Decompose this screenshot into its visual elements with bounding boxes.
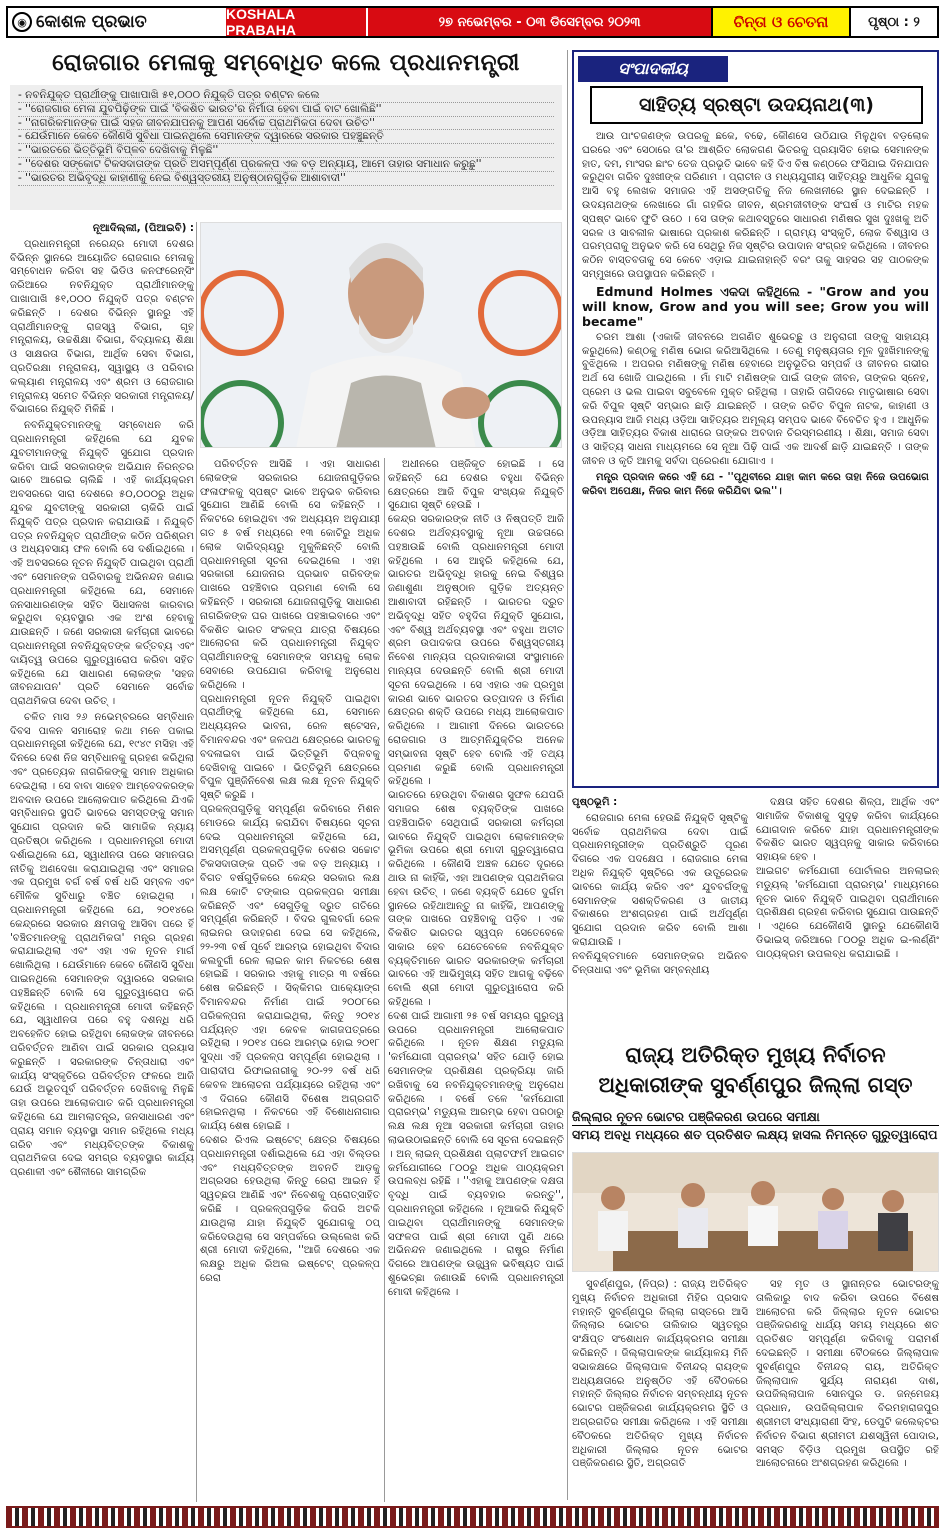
highlight-item: - ''ଦେଶର ସଙ୍କୋଟ ଟିକସଦାତାଙ୍କ ପ୍ରତି ଅସମ୍ପୂର୍ଣ୍ଣ ପ୍ରକଳ୍ପ ଏକ ବଡ଼ ଅନ୍ୟାୟ, ଆମେ ତାହାର ସମାଧାନ କରୁଛୁ'' [18, 158, 554, 172]
second-subhead: ସମୟ ଅବଧି ମଧ୍ୟରେ ଶତ ପ୍ରତିଶତ ଲକ୍ଷ୍ୟ ହାସଲ ନିମନ୍ତେ ଗୁରୁତ୍ୱାରୋପ [572, 1127, 938, 1142]
highlight-item: - ଯେଉଁମାନେ କେବେ କୌଣସି ସୁବିଧା ପାଇନଥିଲେ ସେମାନଙ୍କ ଦ୍ୱାରରେ ସରକାର ପହଞ୍ଚୁଛନ୍ତି [18, 130, 554, 144]
background-column-1 [572, 796, 748, 1032]
editorial-title: ସାହିତ୍ୟ ସ୍ରଷ୍ଟା ଉଦୟନାଥ(୩) [590, 86, 923, 124]
second-story-column-1 [572, 1278, 748, 1502]
article-paragraph: ସହ ମୃତ ଓ ସ୍ଥାନାନ୍ତର ଭୋଟରଙ୍କୁ ତାଲିକାରୁ ବାଦ କରିବା ଉପରେ ବିଶେଷ ଆଲୋଚନା କରି ଜିଲ୍ଲାର ନୂତନ ଭୋଟର ପଞ୍ଜିକରଣକୁ ଧାର୍ଯ୍ୟ ସମୟ ମଧ୍ୟରେ ଶତ ପ୍ରତିଶତ ସମ୍ପୂର୍ଣ୍ଣ କରିବାକୁ ପରାମର୍ଶ ଦେଇଛନ୍ତି । ସମୀକ୍ଷା ବୈଠକରେ ଜିଲ୍ଲାପାଳ ସୁବର୍ଣ୍ଣପୁର ବିନୀନ୍ଦର୍ ରାୟ, ଅତିରିକ୍ତ ଜିଲ୍ଲାପାଳ ସୁର୍ଯ୍ୟ ନାରାୟଣ ଦାଶ, ଉପଜିଲ୍ଲାପାଳ ସୋନପୁର ଡ. ଜନ୍ମେଜୟ ପ୍ରଧାନ, ଉପଜିଲ୍ଲାପାଳ ବିରମହାରାଜପୁର ଶ୍ରୀମତୀ ସଂଧ୍ୟାରାଣୀ ସିଂହ, ଡେପୁଟି କଲେକ୍ଟର ନିର୍ବାଚନ ବିଭାଗ ଶ୍ରୀମତୀ ଯଶସ୍ୱିନୀ ପୋଦାର, ସମସ୍ତ ବିଡ଼ିଓ ପ୍ରମୁଖ ଉପସ୍ଥିତ ରହି ଆଲୋଚନାରେ ଅଂଶଗ୍ରହଣ କରିଥିଲେ । [756, 1279, 939, 1470]
second-subhead: ଜିଲ୍ଲାର ନୂତନ ଭୋଟର ପଞ୍ଜିକରଣ ଉପରେ ସମୀକ୍ଷା [572, 1108, 939, 1126]
background-paragraph: ରୋଜଗାର ମେଳା ହେଉଛି ନିଯୁକ୍ତି ସୃଷ୍ଟିକୁ ସର୍ବୋଚ୍ଚ ପ୍ରାଥମିକତା ଦେବା ପାଇଁ ପ୍ରଧାନମନ୍ତ୍ରୀଙ୍କ ପ୍ରତିଶ୍ରୁତି ପୂରଣ ଦିଗରେ ଏକ ପଦକ୍ଷେପ । ରୋଜଗାର ମେଳା ଅଧିକ ନିଯୁକ୍ତି ସୃଷ୍ଟିରେ ଏକ ଉତ୍ପ୍ରେରକ ଭାବରେ କାର୍ଯ୍ୟ କରିବ ଏବଂ ଯୁବବର୍ଗଙ୍କୁ ସେମାନଙ୍କ ସଶକ୍ତିକରଣ ଓ ଜାତୀୟ ବିକାଶରେ ଅଂଶଗ୍ରହଣ ପାଇଁ ଅର୍ଥପୂର୍ଣ୍ଣ ସୁଯୋଗ ପ୍ରଦାନ କରିବ ବୋଲି ଆଶା କରାଯାଉଛି । ନବନିଯୁକ୍ତମାନେ ସେମାନଙ୍କର ଅଭିନବ ଚିନ୍ତାଧାରା ଏବଂ ଭୂମିକା ସମ୍ବନ୍ଧୀୟ [572, 812, 748, 976]
editorial-paragraph: ଆଉ ପାଂଚଜଣଙ୍କ ଉପରକୁ ଛକେ, ବଢେ, କୌଣସେ ଉଠିଯାଉ ମିଳୁଥିବା ବଡ଼ଲୋକ ଘରରେ ଏବଂ ସେଠାରେ ତା'ର ଆଶ୍ରିତ ଲୋକଗଣ ଭିତରକୁ ପ୍ରୟାସିତ ହୋଇ ସେମାନଙ୍କ ହାତ, ଦମ, ମାଂସର ଛାଂଚ ତେଜ ପ୍ରଭୃତି ଭାବେ କହି ଦିଏ ବିଷ କଣ୍ଠରେ ଫସିଯାଇ ଦିନଯାପନ କରୁଥିବା ଗରିବ ଦୁଃଖୀଙ୍କ ପରିଣାମ । ପ୍ରାଚୀନ ଓ ମଧ୍ୟଯୁଗୀୟ ସାହିତ୍ୟରୁ ଆଧୁନିକ ଯୁଗକୁ ଆସି ବହୁ ଲେଖକ ସମାଜର ଏହି ଅସଙ୍ଗତିକୁ ନିଜ ଲେଖନୀରେ ସ୍ଥାନ ଦେଇଛନ୍ତି । ଉଦୟନାଥଙ୍କ ଲେଖାରେ ଗାଁ ଗହଳିର ଜୀବନ, ଶ୍ରମଜୀବୀଙ୍କ ସଂଘର୍ଷ ଓ ମାଟିର ମହକ ସ୍ପଷ୍ଟ ଭାବେ ଫୁଟି ଉଠେ । ସେ ତାଙ୍କ କଥାବସ୍ତୁରେ ସାଧାରଣ ମଣିଷର ସୁଖ ଦୁଃଖକୁ ଅତି ସରଳ ଓ ସାବଲୀଳ ଭାଷାରେ ପ୍ରକାଶ କରିଛନ୍ତି । ଗ୍ରାମ୍ୟ ସଂସ୍କୃତି, ଲୋକ ବିଶ୍ୱାସ ଓ ପରମ୍ପରାକୁ ଅନୁଭବ କରି ସେ ସେଥିରୁ ନିଜ ସୃଷ୍ଟିର ଉପାଦାନ ସଂଗ୍ରହ କରିଥିଲେ । ଜୀବନର କଠିନ ବାସ୍ତବତାକୁ ସେ କେବେ ଏଡ଼ାଇ ଯାଇନାହାନ୍ତି ବରଂ ତାକୁ ସାହସର ସହ ପାଠକଙ୍କ ସମ୍ମୁଖରେ ଉପସ୍ଥାପନ କରିଛନ୍ତି । [582, 131, 929, 280]
logo-emblem-icon: ◉ [12, 12, 32, 32]
editorial-paragraph: ଚରମ ଆଶା (ଏକାକି ଜୀବନରେ ଅଗଣିତ ଶୁଭେଚ୍ଛୁ ଓ ଅନୁରାଗୀ ତାଙ୍କୁ ସାହାଯ୍ୟ କରୁଥିଲେ) କଣ୍ଠକୁ ମଣିଷ ଭୋଗ କରିଆସିଥିଲେ । ତେଣୁ ମନୁଷ୍ୟତାର ମୂଳ ଦୁଃଖିମାନଙ୍କୁ ବୁଝିଥିଲେ । ଅପରର ମଣିଷଙ୍କୁ ମଣିଷ ହେବାରେ ଅନୁଭୂତିର ସମ୍ପର୍କ ଓ ଜୀବନର ଗଭୀର ଅର୍ଥ ସେ ଖୋଜି ପାଇଥିଲେ । ମାଁ ମାଟି ମଣିଷଙ୍କ ପାଇଁ ତାଙ୍କ ଜୀବନ, ତାଙ୍କର ସ୍ନେହ, ପ୍ରେମ ଓ ଭଲ ପାଇବା ସବୁବେଳେ ମୁକ୍ତ ରହିଥିଲା । ତାହାରି ତାଗିଦରେ ମାତୃଭାଷାର ସେବା କରି ବିପୁଳ ସୃଷ୍ଟି ସମ୍ଭାର ଛାଡ଼ି ଯାଇଛନ୍ତି । ତାଙ୍କ ରଚିତ ବିପୁଳ ନାଟକ, କାହାଣୀ ଓ ଉପନ୍ୟାସ ଆଜି ମଧ୍ୟ ଓଡ଼ିଆ ସାହିତ୍ୟର ଅମୂଲ୍ୟ ସମ୍ପଦ ଭାବେ ବିବେଚିତ ହୁଏ । ଆଧୁନିକ ଓଡ଼ିଆ ସାହିତ୍ୟର ବିକାଶ ଧାରାରେ ତାଙ୍କର ଅବଦାନ ଚିରସ୍ମରଣୀୟ । ଶିକ୍ଷା, ସମାଜ ସେବା ଓ ସାହିତ୍ୟ ସାଧନା ମାଧ୍ୟମରେ ସେ ନୂଆ ପିଢ଼ି ପାଇଁ ଏକ ଆଦର୍ଶ ଛାଡ଼ି ଯାଇଛନ୍ତି । ତାଙ୍କ ଜୀବନ ଓ କୃତି ଆମକୁ ସର୍ବଦା ପ୍ରେରଣା ଯୋଗାଏ । [582, 331, 929, 467]
second-headline: ରାଜ୍ୟ ଅତିରିକ୍ତ ମୁଖ୍ୟ ନିର୍ବାଚନ ଅଧିକାରୀଙ୍କ ସୁବର୍ଣ୍ଣପୁର ଜିଲ୍ଲା ଗସ୍ତ [572, 1040, 939, 1100]
editorial-box [572, 50, 939, 788]
editorial-body [582, 130, 929, 780]
article-paragraph: ପ୍ରଧାନମନ୍ତ୍ରୀ ନରେନ୍ଦ୍ର ମୋଦୀ ଦେଶର ବିଭିନ୍ନ ସ୍ଥାନରେ ଆୟୋଜିତ ରୋଜଗାର ମେଳାକୁ ସମ୍ବୋଧନ କରିବା ସହ ଭିଡିଓ କନଫରେନ୍ସିଂ ଜରିଆରେ ନବନିଯୁକ୍ତ ପ୍ରାର୍ଥୀମାନଙ୍କୁ ପାଖାପାଖି ୫୧,୦୦୦ ନିଯୁକ୍ତି ପତ୍ର ବଣ୍ଟନ କରିଛନ୍ତି । ଦେଶର ବିଭିନ୍ନ ସ୍ଥାନରୁ ଏହି ପ୍ରାର୍ଥୀମାନଙ୍କୁ ରାଜସ୍ୱ ବିଭାଗ, ଗୃହ ମନ୍ତ୍ରାଳୟ, ଉଚ୍ଚଶିକ୍ଷା ବିଭାଗ, ବିଦ୍ୟାଳୟ ଶିକ୍ଷା ଓ ସାକ୍ଷରତା ବିଭାଗ, ଆର୍ଥିକ ସେବା ବିଭାଗ, ପ୍ରତିରକ୍ଷା ମନ୍ତ୍ରାଳୟ, ସ୍ୱାସ୍ଥ୍ୟ ଓ ପରିବାର କଲ୍ୟାଣ ମନ୍ତ୍ରାଳୟ ଏବଂ ଶ୍ରମ ଓ ରୋଜଗାର ମନ୍ତ୍ରାଳୟ ସମେତ ବିଭିନ୍ନ ସରକାରୀ ମନ୍ତ୍ରାଳୟ/ବିଭାଗରେ ନିଯୁକ୍ତି ମିଳିଛି । [10, 238, 194, 416]
article-column-2 [200, 458, 380, 1502]
highlight-item: - ''ଭାରତରେ ଭିତ୍ତିଭୂମି ବିପ୍ଳବ ଦେଖିବାକୁ ମିଳୁଛି'' [18, 144, 554, 158]
background-column-2 [756, 796, 939, 1032]
meeting-photo-graphic [573, 1153, 939, 1272]
article-paragraph: ସୁବର୍ଣ୍ଣପୁର, (ନିପ୍ର) : ରାଜ୍ୟ ଅତିରିକ୍ତ ମୁଖ୍ୟ ନିର୍ବାଚନ ଅଧିକାରୀ ମିହିର ପ୍ରସାଦ ମହାନ୍ତି ସୁବର୍ଣ୍ଣପୁର ଜିଲ୍ଲା ଗସ୍ତରେ ଆସି ଜିଲ୍ଲାର ଭୋଟର ତାଲିକାର ସ୍ୱତନ୍ତ୍ର ସଂକ୍ଷିପ୍ତ ସଂଶୋଧନ କାର୍ଯ୍ୟକ୍ରମର ସମୀକ୍ଷା କରିଛନ୍ତି । ଜିଲ୍ଲାପାଳଙ୍କ କାର୍ଯ୍ୟାଳୟ ମିନି ସଭାକକ୍ଷରେ ଜିଲ୍ଲାପାଳ ବିନୀନ୍ଦର୍ ରାୟଙ୍କ ଅଧ୍ୟକ୍ଷତାରେ ଅନୁଷ୍ଠିତ ଏହି ବୈଠକରେ ମହାନ୍ତି ଜିଲ୍ଲାର ନିର୍ବାଚନ ସମ୍ବନ୍ଧୀୟ ନୂତନ ଭୋଟର ପଞ୍ଜିକରଣ କାର୍ଯ୍ୟକ୍ରମର ସ୍ଥିତି ଓ ଅଗ୍ରଗତିର ସମୀକ୍ଷା କରିଥିଲେ । ଏହି ସମୀକ୍ଷା ବୈଠକରେ ଅତିରିକ୍ତ ମୁଖ୍ୟ ନିର୍ବାଚନ ଅଧିକାରୀ ଜିଲ୍ଲାର ନୂତନ ଭୋଟର ପଞ୍ଜିକରଣର ସ୍ଥିତି, ଅଗ୍ରଗତି [572, 1279, 748, 1470]
editorial-quote: Edmund Holmes ଏକଦା କହିଥିଲେ - "Grow and you will know, Grow and you will see; Grow you will became" [582, 283, 929, 329]
article-paragraph: ଅଧୀନରେ ପଞ୍ଜିକୃତ ହୋଇଛି । ସେ କହିଛନ୍ତି ଯେ ଦେଶର ବହୁଧା ବିଭିନ୍ନ କ୍ଷେତ୍ରରେ ଆଜି ବିପୁଳ ସଂଖ୍ୟକ ନିଯୁକ୍ତି ସୁଯୋଗ ସୃଷ୍ଟି ହେଉଛି । କେନ୍ଦ୍ର ସରକାରଙ୍କ ନୀତି ଓ ନିଷ୍ପତ୍ତି ଆଜି ଦେଶର ଅର୍ଥବ୍ୟବସ୍ଥାକୁ ନୂଆ ଉଚ୍ଚତାରେ ପହଞ୍ଚାଉଛି ବୋଲି ପ୍ରଧାନମନ୍ତ୍ରୀ ମୋଦୀ କହିଥିଲେ । ସେ ଆହୁରି କହିଥିଲେ ଯେ, ଭାରତର ଅଭିବୃଦ୍ଧି ହାରକୁ ନେଇ ବିଶ୍ୱର ଜଣାଶୁଣା ଅନୁଷ୍ଠାନ ଗୁଡ଼ିକ ଅତ୍ୟନ୍ତ ଆଶାବାଦୀ ରହିଛନ୍ତି । ଭାରତର ଦ୍ରୁତ ଅଭିବୃଦ୍ଧି ସହିତ ବହୁଦିଗ ନିଯୁକ୍ତି ସୁଯୋଗ, ଏବଂ ବିଶ୍ୱ ଅର୍ଥବ୍ୟବସ୍ଥା ଏବଂ ବହୁଧା ଅତୀତ ଶ୍ରମ ଉପାଦକତା ଉପରେ ବିଶ୍ୱସ୍ତରୀୟ ନିବେଶ ମାନ୍ୟତା ପ୍ରଦାନକାରୀ ସଂସ୍ଥାମାନେ ମାନ୍ୟତା ଦେଉଛନ୍ତି ବୋଲି ଶ୍ରୀ ମୋଦୀ ସୂଚନା ଦେଇଥିଲେ । ସେ ଏହାର ଏକ ପ୍ରମୁଖ କାରଣ ଭାବେ ଭାରତର ଉତ୍ପାଦନ ଓ ନିର୍ମାଣ କ୍ଷେତ୍ରର ଶକ୍ତି ଉପରେ ମଧ୍ୟ ଆଲୋକପାତ କରିଥିଲେ । ଆଗାମୀ ଦିନରେ ଭାରତରେ ରୋଜଗାର ଓ ଆତ୍ମନିଯୁକ୍ତିର ଅନେକ ସମ୍ଭାବନା ସୃଷ୍ଟି ହେବ ବୋଲି ଏହି ତଥ୍ୟ ପ୍ରମାଣ କରୁଛି ବୋଲି ପ୍ରଧାନମନ୍ତ୍ରୀ କହିଥିଲେ । ଭାରତରେ ହେଉଥିବା ବିକାଶର ସୁଫଳ ଯେପରି ସମାଜର ଶେଷ ବ୍ୟକ୍ତିଙ୍କ ପାଖରେ ପହଞ୍ଚିପାରିବ ସେଥିପାଇଁ ସରକାରୀ କର୍ମଚାରୀ ଭାବରେ ନିଯୁକ୍ତି ପାଇଥିବା ଲୋକମାନଙ୍କ ଭୂମିକା ଉପରେ ଶ୍ରୀ ମୋଦୀ ଗୁରୁତ୍ୱାରୋପ କରିଥିଲେ । କୌଣସି ଅଞ୍ଚଳ ଯେତେ ଦୂରରେ ଥାଉ ନା କାହିଁକି, ଏହା ଆପଣଙ୍କ ପ୍ରାଥମିକତା ହେବା ଉଚିତ୍ । ଜଣେ ବ୍ୟକ୍ତି ଯେତେ ଦୁର୍ଗମ ସ୍ଥାନରେ ରହିଥାଆନ୍ତୁ ନା କାହିଁକି, ଆପଣଙ୍କୁ ତାଙ୍କ ପାଖରେ ପହଞ୍ଚିବାକୁ ପଡ଼ିବ । ଏକ ବିକଶିତ ଭାରତର ସ୍ୱପ୍ନ ସେତେବେଳେ ସାକାର ହେବ ଯେତେବେଳେ ନବନିଯୁକ୍ତ ବ୍ୟକ୍ତିମାନେ ଭାରତ ସରକାରଙ୍କ କର୍ମଚାରୀ ଭାବରେ ଏହି ଆଭିମୁଖ୍ୟ ସହିତ ଆଗକୁ ବଢ଼ିବେ ବୋଲି ଶ୍ରୀ ମୋଦୀ ଗୁରୁତ୍ୱାରୋପ କରି କହିଥିଲେ । ଦେଶ ପାଇଁ ଆଗାମୀ ୨୫ ବର୍ଷ ସମୟର ଗୁରୁତ୍ୱ ଉପରେ ପ୍ରଧାନମନ୍ତ୍ରୀ ଆଲୋକପାତ କରିଥିଲେ । ନୂତନ ଶିକ୍ଷଣ ମଡ୍ୟୁଲ 'କର୍ମଯୋଗୀ ପ୍ରାରମ୍ଭ' ସହିତ ଯୋଡ଼ି ହୋଇ ସେମାନଙ୍କ ପ୍ରଶିକ୍ଷଣ ପ୍ରକ୍ରିୟା ଜାରି ରଖିବାକୁ ସେ ନବନିଯୁକ୍ତମାନଙ୍କୁ ଅନୁରୋଧ କରିଥିଲେ । ବର୍ଷେ ତଳେ 'କର୍ମଯୋଗୀ ପ୍ରାରମ୍ଭ' ମଡ୍ୟୁଲ ଆରମ୍ଭ ହେବା ପରଠାରୁ ଲକ୍ଷ ଲକ୍ଷ ନୂଆ ସରକାରୀ କର୍ମଚାରୀ ତାହାର ଲାଭଉଠାଇଛନ୍ତି ବୋଲି ସେ ସୂଚନା ଦେଇଛନ୍ତି । ଅନ୍ ଲାଇନ୍ ପ୍ରଶିକ୍ଷଣ ପ୍ଲାଟଫର୍ମ ଆଇଗଟ କର୍ମଯୋଗୀରେ ୮୦୦ରୁ ଅଧିକ ପାଠ୍ୟକ୍ରମ ଉପଲବ୍ଧ ରହିଛି । ''ଏହାକୁ ଆପଣଙ୍କ ଦକ୍ଷତା ବୃଦ୍ଧି ପାଇଁ ବ୍ୟବହାର କରନ୍ତୁ'', ପ୍ରଧାନମନ୍ତ୍ରୀ କହିଥିଲେ । ନୂଆକରି ନିଯୁକ୍ତି ପାଇଥିବା ପ୍ରାର୍ଥୀମାନଙ୍କୁ ସେମାନଙ୍କ ସଫଳତା ପାଇଁ ଶ୍ରୀ ମୋଦୀ ପୁଣି ଥରେ ଅଭିନନ୍ଦନ ଜଣାଇଥିଲେ । ରାଷ୍ଟ୍ର ନିର୍ମାଣ ଦିଗରେ ଆପଣଙ୍କ ଉଜ୍ଜ୍ୱଳ ଭବିଷ୍ୟତ ପାଇଁ ଶୁଭେଚ୍ଛା ଜଣାଉଛି ବୋଲି ପ୍ରଧାନମନ୍ତ୍ରୀ ମୋଦୀ କହିଥିଲେ । [388, 459, 564, 1298]
highlights-box [10, 85, 562, 210]
article-paragraph: ଚଳିତ ମାସ ୨୬ ନଭେମ୍ବରରେ ସମ୍ବିଧାନ ଦିବସ ପାଳନ ସମାରୋହ କଥା ମନେ ପକାଇ ପ୍ରଧାନମନ୍ତ୍ରୀ କହିଥିଲେ ଯେ, ୧୯୪୯ ମସିହା ଏହି ଦିନରେ ଦେଶ ନିଜ ସମ୍ବିଧାନକୁ ଗ୍ରହଣ କରିଥିଲା ଏବଂ ପ୍ରତ୍ୟେକ ନାଗରିକଙ୍କୁ ସମାନ ଅଧିକାର ଦେଇଥିଲା । ସେ ବାବା ସାହେବ ଆମ୍ବେଦକରଙ୍କ ଅବଦାନ ଉପରେ ଆଲୋକପାତ କରିଥିଲେ ଯିଏକି ସମ୍ବିଧାନର ସ୍ଥପତି ଭାବରେ ସମସ୍ତଙ୍କୁ ସମାନ ସୁଯୋଗ ପ୍ରଦାନ କରି ସାମାଜିକ ନ୍ୟାୟ ପ୍ରତିଷ୍ଠା କରିଥିଲେ । ପ୍ରଧାନମନ୍ତ୍ରୀ ମୋଦୀ ଦର୍ଶାଇଥିଲେ ଯେ, ସ୍ୱାଧୀନତା ପରେ ସମାନତାର ନୀତିକୁ ଅଣଦେଖା କରାଯାଇଥିଲା ଏବଂ ସମାଜର ଏକ ପ୍ରମୁଖ ବର୍ଗ ବର୍ଷ ବର୍ଷ ଧରି ସମ୍ବଳ ଏବଂ ମୌଳିକ ସୁବିଧାରୁ ବଞ୍ଚିତ ହୋଇଥିଲା । ପ୍ରଧାନମନ୍ତ୍ରୀ କହିଥିଲେ ଯେ, ୨୦୧୪ରେ କେନ୍ଦ୍ରରେ ସରକାର କ୍ଷମତାକୁ ଆସିବା ପରେ ହିଁ 'ବଞ୍ଚିତମାନଙ୍କୁ ପ୍ରାଥମିକତା' ମନ୍ତ୍ର ଗ୍ରହଣ କରାଯାଇଥିଲା ଏବଂ ଏହା ଏକ ନୂତନ ମାର୍ଗ ଖୋଲିଥିଲା । ଯେଉଁମାନେ କେବେ କୌଣସି ସୁବିଧା ପାଇନଥିଲେ ସେମାନଙ୍କ ଦ୍ୱାରରେ ସରକାର ପହଞ୍ଚିଛନ୍ତି ବୋଲି ସେ ଗୁରୁତ୍ୱାରୋପ କରି କହିଥିଲେ । ପ୍ରଧାନମନ୍ତ୍ରୀ ମୋଦୀ କହିଛନ୍ତି ଯେ, ସ୍ୱାଧୀନତା ପରେ ବହୁ ଦଶନ୍ଧି ଧରି ଅବହେଳିତ ହୋଇ ରହିଥିବା ଲୋକଙ୍କ ଜୀବନରେ ପରିବର୍ତ୍ତନ ଆଣିବା ପାଇଁ ସରକାର ପ୍ରୟାସ କରୁଛନ୍ତି । ସରକାରଙ୍କ ଚିନ୍ତାଧାରା ଏବଂ କାର୍ଯ୍ୟ ସଂସ୍କୃତିରେ ପରିବର୍ତ୍ତନ ଫଳରେ ଆଜି ଯେଉଁ ଅଭୂତପୂର୍ବ ପରିବର୍ତ୍ତନ ଦେଖିବାକୁ ମିଳୁଛି ତାହା ଉପରେ ଆଲୋକପାତ କରି ପ୍ରଧାନମନ୍ତ୍ରୀ କହିଥିଲେ ଯେ ଆମଲାତନ୍ତ୍ର, ଜନସାଧାରଣ ଏବଂ ପ୍ରାୟ ସମାନ ବ୍ୟବସ୍ଥା ସମାନ ରହିଥିଲେ ମଧ୍ୟ ଗରିବ ଏବଂ ମଧ୍ୟବିତ୍ତଙ୍କ ବିକାଶକୁ ପ୍ରାଥମିକତା ଦେଇ ସମଗ୍ର ବ୍ୟବସ୍ଥାର କାର୍ଯ୍ୟ ପ୍ରଣାଳୀ ଏବଂ ଶୈଳୀରେ ସାମଗ୍ରିକ [10, 711, 194, 1179]
second-subheads [572, 1108, 939, 1143]
prime-minister-photo [200, 222, 562, 448]
article-paragraph: ନବନିଯୁକ୍ତମାନଙ୍କୁ ସମ୍ବୋଧନ କରି ପ୍ରଧାନମନ୍ତ୍ରୀ କହିଥିଲେ ଯେ ଯୁବକ ଯୁବତୀମାନଙ୍କୁ ନିଯୁକ୍ତି ସୁଯୋଗ ପ୍ରଦାନ କରିବା ପାଇଁ ସରକାରଙ୍କ ଅଭିଯାନ ନିରନ୍ତର ଭାବେ ଆଗେଇ ଚାଲିଛି । ଏହି କାର୍ଯ୍ୟକ୍ରମ ଅବସରରେ ସାରା ଦେଶରେ ୫୦,୦୦୦ରୁ ଅଧିକ ଯୁବକ ଯୁବତୀଙ୍କୁ ସରକାରୀ ଚାକିରି ପାଇଁ ନିଯୁକ୍ତି ପତ୍ର ପ୍ରଦାନ କରାଯାଉଛି । ନିଯୁକ୍ତି ପତ୍ର ନବନିଯୁକ୍ତ ପ୍ରାର୍ଥୀଙ୍କ କଠିନ ପରିଶ୍ରମ ଓ ଅଧ୍ୟବସାୟ ଫଳ ବୋଲି ସେ ଦର୍ଶାଇଥିଲେ । ଏହି ଅବସରରେ ନୂତନ ନିଯୁକ୍ତି ପାଇଥିବା ପ୍ରାର୍ଥୀ ଏବଂ ସେମାନଙ୍କ ପରିବାରକୁ ଅଭିନନ୍ଦନ ଜଣାଇ ପ୍ରଧାନମନ୍ତ୍ରୀ କହିଥିଲେ ଯେ, ସେମାନେ ଜନସାଧାରଣଙ୍କ ସହିତ ସିଧାସଳଖ କାରବାର କରୁଥିବା ବ୍ୟବସ୍ଥାର ଏକ ଅଂଶ ହେବାକୁ ଯାଉଛନ୍ତି । ଜଣେ ସରକାରୀ କର୍ମଚାରୀ ଭାବରେ ପ୍ରଧାନମନ୍ତ୍ରୀ ନବନିଯୁକ୍ତଙ୍କ କର୍ତ୍ତବ୍ୟ ଏବଂ ଦାୟିତ୍ୱ ଉପରେ ଗୁରୁତ୍ୱାରୋପ କରିବା ସହିତ କହିଥିଲେ ଯେ ସାଧାରଣ ଲୋକଙ୍କ 'ସହଜ ଜୀବନଯାପନ' ପ୍ରତି ସେମାନେ ସର୍ବୋଚ୍ଚ ପ୍ରାଥମିକତା ଦେବା ଉଚିତ୍ । [10, 420, 194, 708]
editorial-tag: ସଂପାଦକୀୟ [578, 56, 728, 82]
dateline: ନୂଆଦିଲ୍ଲୀ, (ପିଆଇବି) : [92, 223, 194, 234]
highlight-item: - ''ଭାରତର ଅଭିବୃଦ୍ଧି କାହାଣୀକୁ ନେଇ ବିଶ୍ୱସ୍ତରୀୟ ଅନୁଷ୍ଠାନଗୁଡ଼ିକ ଆଶାବାଦୀ'' [18, 172, 554, 186]
paper-name-odia: କୋଶଳ ପ୍ରଭାତ [36, 12, 147, 32]
highlight-item: - ନବନିଯୁକ୍ତ ପ୍ରାର୍ଥୀଙ୍କୁ ପାଖାପାଖି ୫୧,୦୦୦ ନିଯୁକ୍ତି ପତ୍ର ବଣ୍ଟନ କଲେ [18, 89, 554, 103]
meeting-photo [572, 1152, 939, 1272]
article-column-1 [10, 222, 194, 1502]
masthead [6, 6, 939, 38]
issue-date: ୨୭ ନଭେମ୍ବର - ୦୩ ଡିସେମ୍ବର ୨୦୨୩ [366, 8, 711, 36]
article-column-3 [388, 458, 564, 1502]
page-number: ପୃଷ୍ଠା : ୨ [849, 8, 937, 36]
background-paragraph: ଦକ୍ଷତା ସହିତ ଦେଶର ଶିଳ୍ପ, ଆର୍ଥିକ ଏବଂ ସାମାଜିକ ବିକାଶକୁ ସୁଦୃଢ଼ କରିବା କାର୍ଯ୍ୟରେ ଯୋଗଦାନ କରିବେ ଯାହା ପ୍ରଧାନମନ୍ତ୍ରୀଙ୍କ ବିକଶିତ ଭାରତ ସ୍ୱପ୍ନକୁ ସାକାର କରିବାରେ ସହାୟକ ହେବ । ଆଇଗଟ କର୍ମଯୋଗୀ ପୋର୍ଟାଲର ଅନଲାଇନ୍ ମଡ୍ୟୁଲ୍ 'କର୍ମଯୋଗୀ ପ୍ରାରମ୍ଭ' ମାଧ୍ୟମରେ ନୂତନ ଭାବେ ନିଯୁକ୍ତି ପାଇଥିବା ପ୍ରାର୍ଥୀମାନେ ପ୍ରଶିକ୍ଷଣ ଗ୍ରହଣ କରିବାର ସୁଯୋଗ ପାଉଛନ୍ତି । ଏଥିରେ ଯେକୌଣସି ସ୍ଥାନରୁ ଯେକୌଣସି ଡିଭାଇସ୍ ଜରିଆରେ ୮୦୦ରୁ ଅଧିକ ଇ-ଲର୍ଣ୍ଣିଂ ପାଠ୍ୟକ୍ରମ ଉପଲବ୍ଧ କରାଯାଇଛି । [756, 797, 939, 960]
highlight-item: - ''ରୋଜଗାର ମେଳା ଯୁବପିଢ଼ିଙ୍କ ପାଇଁ 'ବିକଶିତ ଭାରତ'ର ନିର୍ମାତା ହେବା ପାଇଁ ବାଟ ଖୋଲିଛି'' [18, 103, 554, 117]
column-divider [567, 50, 568, 1500]
highlight-item: - ''ନାଗରିକମାନଙ୍କ ପାଇଁ ସହଜ ଜୀବନଯାପନକୁ ଆପଣ ସର୍ବୋଚ୍ଚ ପ୍ରାଥମିକତା ଦେବା ଉଚିତ'' [18, 117, 554, 131]
paper-name-english: KOSHALA PRABAHA [226, 8, 366, 36]
article-paragraph: ପରିବର୍ତ୍ତନ ଆସିଛି । ଏହା ସାଧାରଣ ଲୋକଙ୍କ ସରକାରର ଯୋଜନାଗୁଡ଼ିକର ଫଳାଫଳକୁ ସ୍ପଷ୍ଟ ଭାବେ ଅନୁଭବ କରିବାର ସୁଯୋଗ ଆଣିଛି ବୋଲି ସେ କହିଛନ୍ତି । ନିକଟରେ ହୋଇଥିବା ଏକ ଅଧ୍ୟୟନ ଅନୁଯାୟୀ ଗତ ୫ ବର୍ଷ ମଧ୍ୟରେ ୧୩ କୋଟିରୁ ଅଧିକ ଲୋକ ଦାରିଦ୍ର୍ୟରୁ ମୁକୁଳିଛନ୍ତି ବୋଲି ପ୍ରଧାନମନ୍ତ୍ରୀ ସୂଚନା ଦେଇଥିଲେ । ଏହା ସରକାରୀ ଯୋଜନାର ପ୍ରଭାବ ଗରିବଙ୍କ ପାଖରେ ପହଞ୍ଚିବାର ପ୍ରମାଣ ବୋଲି ସେ କହିଛନ୍ତି । ସରକାରୀ ଯୋଜନାଗୁଡ଼ିକୁ ସାଧାରଣ ନାଗରିକଙ୍କ ଘର ପାଖରେ ପହଞ୍ଚାଇବାରେ ଏବଂ ବିକଶିତ ଭାରତ ସଂକଳ୍ପ ଯାତ୍ରା ବିଷୟରେ ଆଲୋଚନା କରି ପ୍ରଧାନମନ୍ତ୍ରୀ ନିଯୁକ୍ତ ପ୍ରାର୍ଥୀମାନଙ୍କୁ ସେମାନଙ୍କ ସମୟକୁ ଲୋକ ସେବାରେ ଉପଯୋଗ କରିବାକୁ ଅନୁରୋଧ କରିଥିଲେ । ପ୍ରଧାନମନ୍ତ୍ରୀ ନୂତନ ନିଯୁକ୍ତି ପାଇଥିବା ପ୍ରାର୍ଥୀଙ୍କୁ କହିଥିଲେ ଯେ, ସେମାନେ ଅଧ୍ୟୟନର ଭାବନା, ରେଳ ଷ୍ଟେସନ, ବିମାନବନ୍ଦର ଏବଂ ଜଳପଥ କ୍ଷେତ୍ରରେ ଭାରତକୁ ବଦଳାଇବା ପାଇଁ ଭିତ୍ତିଭୂମି ବିପ୍ଳବକୁ ଦେଖିବାକୁ ପାଇବେ । ଭିତ୍ତିଭୂମି କ୍ଷେତ୍ରରେ ବିପୁଳ ପୁଞ୍ଜିନିବେଶ ଲକ୍ଷ ଲକ୍ଷ ନୂତନ ନିଯୁକ୍ତି ସୃଷ୍ଟି କରୁଛି । ପ୍ରକଳ୍ପଗୁଡ଼ିକୁ ସମ୍ପୂର୍ଣ୍ଣ କରିବାରେ ମିଶନ ମୋଡରେ କାର୍ଯ୍ୟ କରାଯିବା ବିଷୟରେ ସୂଚନା ଦେଇ ପ୍ରଧାନମନ୍ତ୍ରୀ କହିଥିଲେ ଯେ, ଅସମ୍ପୂର୍ଣ୍ଣ ପ୍ରକଳ୍ପଗୁଡ଼ିକ ଦେଶର ସଚ୍ଚୋଟ ଟିକସଦାତାଙ୍କ ପ୍ରତି ଏକ ବଡ଼ ଅନ୍ୟାୟ । ବିଗତ ବର୍ଷଗୁଡ଼ିକରେ କେନ୍ଦ୍ର ସରକାର ଲକ୍ଷ ଲକ୍ଷ କୋଟି ଟଙ୍କାର ପ୍ରକଳ୍ପର ସମୀକ୍ଷା କରିଛନ୍ତି ଏବଂ ସେଗୁଡ଼ିକୁ ଦ୍ରୁତ ଗତିରେ ସମ୍ପୂର୍ଣ୍ଣ କରିଛନ୍ତି । ବିଦର ଗୁଲବର୍ଗା ରେଳ ଲାଇନର ଉଦାହରଣ ଦେଇ ସେ କହିଥିଲେ, ୨୨-୨୩ ବର୍ଷ ପୂର୍ବେ ଆରମ୍ଭ ହୋଇଥିବା ବିଦାର କଲବୁର୍ଗୀ ରେଳ ଲାଇନ କାମ ନିକଟରେ ଶେଷ ହୋଇଛି । ସରକାର ଏହାକୁ ମାତ୍ର ୩ ବର୍ଷରେ ଶେଷ କରିଛନ୍ତି । ସିକ୍କିମର ପାକ୍ୟୋଙ୍ଗ ବିମାନବନ୍ଦର ନିର୍ମାଣ ପାଇଁ ୨୦୦୮ରେ ପରିକଳ୍ପନା କରାଯାଇଥିଲା, କିନ୍ତୁ ୨୦୧୪ ପର୍ଯ୍ୟନ୍ତ ଏହା କେବଳ କାଗଜପତ୍ରରେ ରହିଥିଲା । ୨୦୧୪ ପରେ ଆରମ୍ଭ ହୋଇ ୨୦୧୮ ସୁଦ୍ଧା ଏହି ପ୍ରକଳ୍ପ ସମ୍ପୂର୍ଣ୍ଣ ହୋଇଥିଲା । ପାରାଦୀପ ରିଫାଇନାରୀକୁ ୨୦-୨୨ ବର୍ଷ ଧରି କେବଳ ଆଲୋଚନା ପର୍ଯ୍ୟାୟରେ ରହିଥିଲା ଏବଂ ଏ ଦିଗରେ କୌଣସି ବିଶେଷ ଅଗ୍ରଗତି ହୋଇନଥିଲା । ନିକଟରେ ଏହି ବିଶୋଧନାଗାର କାର୍ଯ୍ୟ ଶେଷ ହୋଇଛି । ଦେଶର ରିଏଲ ଇଷ୍ଟେଟ୍ କ୍ଷେତ୍ର ବିଷୟରେ ପ୍ରଧାନମନ୍ତ୍ରୀ ଦର୍ଶାଇଥିଲେ ଯେ ଏହା ବିଲ୍ଡର ଏବଂ ମଧ୍ୟବିତ୍ତଙ୍କ ଅବନତି ଆଡ଼କୁ ଅଗ୍ରସର ହେଉଥିଲା କିନ୍ତୁ ରେରା ଆଇନ ହିଁ ସ୍ୱଚ୍ଛତା ଆଣିଛି ଏବଂ ନିବେଶକୁ ପ୍ରୋତ୍ସାହିତ କରିଛି । ପ୍ରକଳ୍ପଗୁଡ଼ିକ କିପରି ଅଟକି ଯାଉଥିଲା ଯାହା ନିଯୁକ୍ତି ସୁଯୋଗକୁ ଠପ୍ କରିଦେଉଥିଲା ସେ ସମ୍ପର୍କରେ ଉଲ୍ଲେଖ କରି ଶ୍ରୀ ମୋଦୀ କହିଥିଲେ, ''ଆଜି ଦେଶରେ ଏକ ଲକ୍ଷରୁ ଅଧିକ ରିଅଲ ଇଷ୍ଟେଟ୍ ପ୍ରକଳ୍ପ ରେରା [200, 459, 380, 1285]
column-divider [196, 222, 197, 1502]
second-story-column-2 [756, 1278, 939, 1502]
paper-logo [8, 8, 226, 36]
section-name: ଚିନ୍ତା ଓ ଚେତନା [711, 8, 849, 36]
main-headline: ରୋଜଗାର ମେଳାକୁ ସମ୍ବୋଧିତ କଲେ ପ୍ରଧାନମନ୍ତ୍ରୀ [52, 50, 520, 76]
column-divider [384, 458, 385, 1502]
prime-minister-photo-graphic [201, 223, 562, 448]
editorial-closing-quote: ମନ୍ତ୍ର ପ୍ରଦାନ କରେ ଏହି ଯେ - ''ପୃଥିବୀରେ ଯାହା କାମ କରେ ତାହା ନିଜେ ଉପଭୋଗ କରିବା ଅପେକ୍ଷା, ନିଜର କାମ ନିଜେ କରିଯିବା ଭଲ''। [582, 471, 929, 497]
background-label: ପୃଷ୍ଠଭୂମି : [572, 797, 618, 808]
decorative-border [6, 1506, 939, 1528]
